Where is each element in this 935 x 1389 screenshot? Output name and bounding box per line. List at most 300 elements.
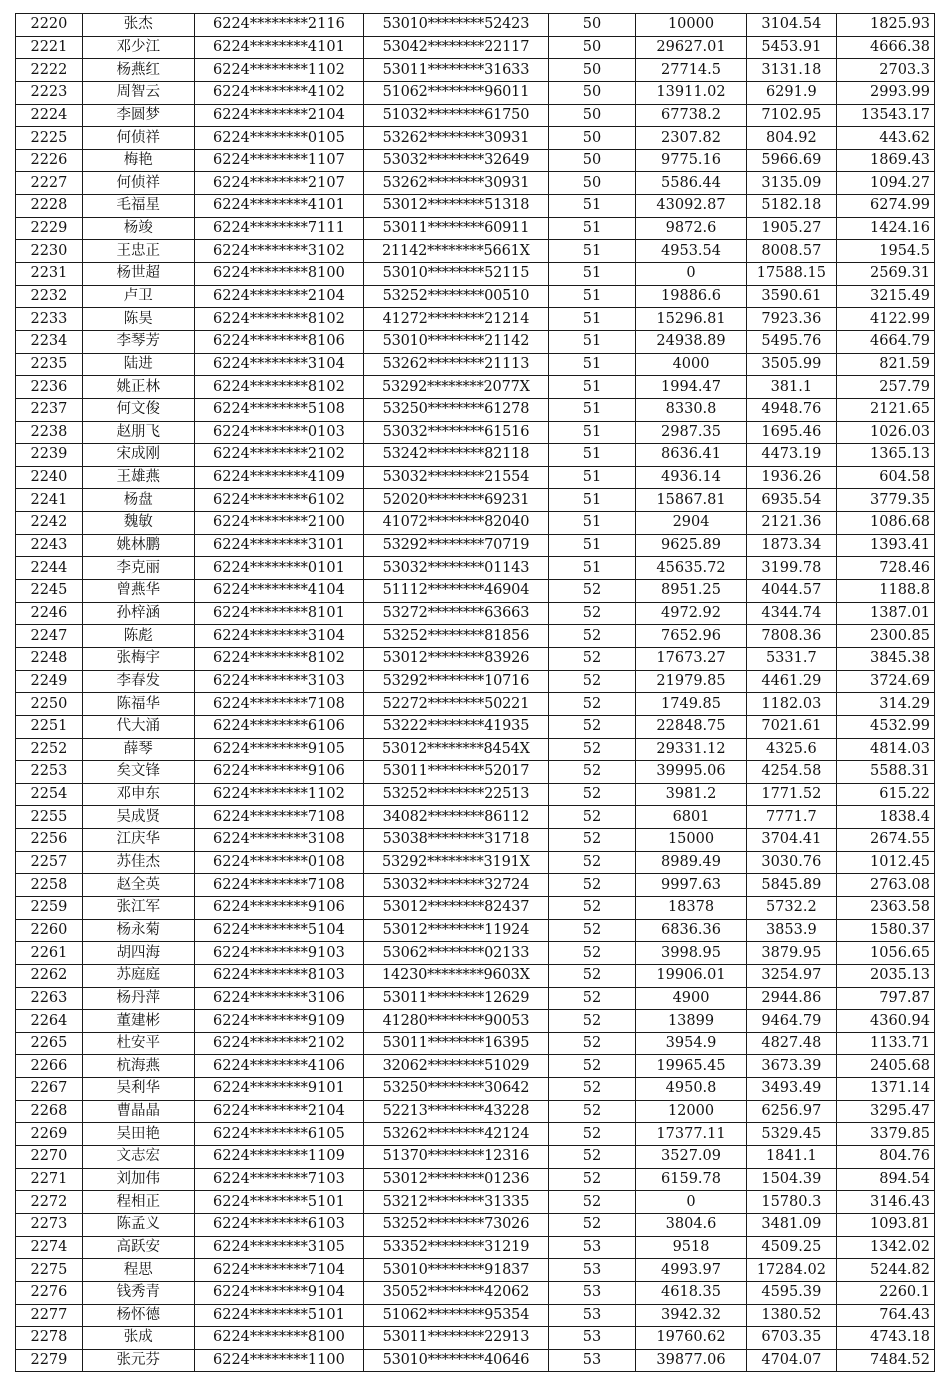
age-cell: 53 [548,1259,636,1282]
bank-card-number-cell: 6224********2104 [194,104,363,127]
table-row [16,1191,935,1214]
person-name-cell: 杨怀德 [82,1304,194,1327]
amount-2-cell: 4254.58 [746,761,836,784]
person-name-cell: 邓少江 [82,36,194,59]
person-name-cell: 卢卫 [82,285,194,308]
amount-3-cell: 1371.14 [837,1078,935,1101]
amount-3-cell: 2763.08 [837,874,935,897]
table-row [16,1032,935,1055]
amount-1-cell: 22848.75 [636,715,746,738]
table-row [16,1349,935,1372]
table-row [16,806,935,829]
amount-1-cell: 4953.54 [636,240,746,263]
id-number-cell: 53010********40646 [364,1349,549,1372]
bank-card-number-cell: 6224********1102 [194,59,363,82]
id-number-cell: 34082********86112 [364,806,549,829]
table-row [16,353,935,376]
person-name-cell: 陈彪 [82,625,194,648]
amount-2-cell: 6291.9 [746,81,836,104]
amount-3-cell: 3379.85 [837,1123,935,1146]
age-cell: 52 [548,1032,636,1055]
amount-2-cell: 3879.95 [746,942,836,965]
table-row [16,172,935,195]
amount-2-cell: 3853.9 [746,919,836,942]
age-cell: 51 [548,263,636,286]
bank-card-number-cell: 6224********4109 [194,466,363,489]
amount-3-cell: 2569.31 [837,263,935,286]
row-number-cell: 2237 [16,398,83,421]
id-number-cell: 53032********21554 [364,466,549,489]
age-cell: 51 [548,421,636,444]
table-row [16,308,935,331]
amount-1-cell: 1749.85 [636,693,746,716]
data-table [15,13,935,1372]
id-number-cell: 53010********21142 [364,330,549,353]
amount-1-cell: 5586.44 [636,172,746,195]
bank-card-number-cell: 6224********3103 [194,670,363,693]
table-row [16,444,935,467]
amount-1-cell: 43092.87 [636,195,746,218]
row-number-cell: 2229 [16,217,83,240]
age-cell: 51 [548,195,636,218]
person-name-cell: 张杰 [82,14,194,37]
age-cell: 52 [548,1191,636,1214]
id-number-cell: 53352********31219 [364,1236,549,1259]
age-cell: 51 [548,217,636,240]
amount-2-cell: 4595.39 [746,1281,836,1304]
person-name-cell: 李克丽 [82,557,194,580]
person-name-cell: 李圆梦 [82,104,194,127]
row-number-cell: 2272 [16,1191,83,1214]
amount-3-cell: 797.87 [837,987,935,1010]
amount-3-cell: 1093.81 [837,1213,935,1236]
amount-3-cell: 7484.52 [837,1349,935,1372]
amount-2-cell: 2944.86 [746,987,836,1010]
row-number-cell: 2275 [16,1259,83,1282]
person-name-cell: 张江军 [82,896,194,919]
age-cell: 52 [548,1078,636,1101]
age-cell: 52 [548,829,636,852]
table-row [16,1213,935,1236]
person-name-cell: 魏敏 [82,512,194,535]
id-number-cell: 14230********9603X [364,964,549,987]
row-number-cell: 2232 [16,285,83,308]
table-row [16,1304,935,1327]
amount-3-cell: 728.46 [837,557,935,580]
id-number-cell: 53032********61516 [364,421,549,444]
amount-1-cell: 10000 [636,14,746,37]
age-cell: 51 [548,512,636,535]
amount-1-cell: 17673.27 [636,647,746,670]
amount-1-cell: 6801 [636,806,746,829]
bank-card-number-cell: 6224********2116 [194,14,363,37]
id-number-cell: 41280********90053 [364,1010,549,1033]
amount-2-cell: 1771.52 [746,783,836,806]
bank-card-number-cell: 6224********8101 [194,602,363,625]
row-number-cell: 2271 [16,1168,83,1191]
amount-3-cell: 1393.41 [837,534,935,557]
person-name-cell: 胡四海 [82,942,194,965]
person-name-cell: 江庆华 [82,829,194,852]
amount-2-cell: 6256.97 [746,1100,836,1123]
person-name-cell: 张梅宇 [82,647,194,670]
amount-3-cell: 1012.45 [837,851,935,874]
table-row [16,398,935,421]
bank-card-number-cell: 6224********5101 [194,1304,363,1327]
table-row [16,1327,935,1350]
table-row [16,602,935,625]
table-row [16,964,935,987]
amount-2-cell: 3135.09 [746,172,836,195]
amount-2-cell: 3131.18 [746,59,836,82]
age-cell: 52 [548,670,636,693]
table-row [16,330,935,353]
amount-1-cell: 15000 [636,829,746,852]
age-cell: 52 [548,647,636,670]
amount-2-cell: 381.1 [746,376,836,399]
amount-1-cell: 19906.01 [636,964,746,987]
bank-card-number-cell: 6224********3105 [194,1236,363,1259]
id-number-cell: 53032********32724 [364,874,549,897]
age-cell: 52 [548,738,636,761]
id-number-cell: 53011********22913 [364,1327,549,1350]
amount-1-cell: 18378 [636,896,746,919]
row-number-cell: 2252 [16,738,83,761]
bank-card-number-cell: 6224********6105 [194,1123,363,1146]
bank-card-number-cell: 6224********9103 [194,942,363,965]
amount-1-cell: 3942.32 [636,1304,746,1327]
amount-2-cell: 1936.26 [746,466,836,489]
age-cell: 53 [548,1281,636,1304]
amount-3-cell: 1825.93 [837,14,935,37]
bank-card-number-cell: 6224********7108 [194,693,363,716]
bank-card-number-cell: 6224********1100 [194,1349,363,1372]
row-number-cell: 2264 [16,1010,83,1033]
amount-1-cell: 0 [636,1191,746,1214]
table-row [16,127,935,150]
person-name-cell: 吴田艳 [82,1123,194,1146]
amount-2-cell: 804.92 [746,127,836,150]
amount-3-cell: 1869.43 [837,149,935,172]
amount-2-cell: 4473.19 [746,444,836,467]
bank-card-number-cell: 6224********2102 [194,444,363,467]
table-row [16,625,935,648]
amount-2-cell: 5732.2 [746,896,836,919]
amount-1-cell: 17377.11 [636,1123,746,1146]
bank-card-number-cell: 6224********8102 [194,647,363,670]
row-number-cell: 2279 [16,1349,83,1372]
bank-card-number-cell: 6224********8102 [194,308,363,331]
amount-2-cell: 1873.34 [746,534,836,557]
bank-card-number-cell: 6224********9105 [194,738,363,761]
amount-2-cell: 3481.09 [746,1213,836,1236]
row-number-cell: 2235 [16,353,83,376]
person-name-cell: 杭海燕 [82,1055,194,1078]
age-cell: 52 [548,761,636,784]
amount-3-cell: 2260.1 [837,1281,935,1304]
table-row [16,421,935,444]
age-cell: 53 [548,1304,636,1327]
bank-card-number-cell: 6224********7108 [194,874,363,897]
age-cell: 52 [548,1146,636,1169]
amount-2-cell: 1504.39 [746,1168,836,1191]
amount-1-cell: 8989.49 [636,851,746,874]
amount-3-cell: 2405.68 [837,1055,935,1078]
age-cell: 51 [548,557,636,580]
row-number-cell: 2241 [16,489,83,512]
person-name-cell: 李琴芳 [82,330,194,353]
amount-2-cell: 4325.6 [746,738,836,761]
amount-1-cell: 45635.72 [636,557,746,580]
amount-2-cell: 6703.35 [746,1327,836,1350]
id-number-cell: 41272********21214 [364,308,549,331]
person-name-cell: 杨永菊 [82,919,194,942]
id-number-cell: 53011********60911 [364,217,549,240]
amount-1-cell: 7652.96 [636,625,746,648]
age-cell: 52 [548,896,636,919]
person-name-cell: 杨燕红 [82,59,194,82]
row-number-cell: 2244 [16,557,83,580]
person-name-cell: 吴成贤 [82,806,194,829]
amount-2-cell: 1380.52 [746,1304,836,1327]
bank-card-number-cell: 6224********3106 [194,987,363,1010]
row-number-cell: 2265 [16,1032,83,1055]
amount-2-cell: 17588.15 [746,263,836,286]
amount-3-cell: 6274.99 [837,195,935,218]
id-number-cell: 51062********96011 [364,81,549,104]
amount-1-cell: 8330.8 [636,398,746,421]
table-row [16,285,935,308]
person-name-cell: 陈福华 [82,693,194,716]
amount-1-cell: 9625.89 [636,534,746,557]
age-cell: 51 [548,308,636,331]
amount-3-cell: 4666.38 [837,36,935,59]
table-row [16,36,935,59]
amount-2-cell: 3493.49 [746,1078,836,1101]
person-name-cell: 吴利华 [82,1078,194,1101]
row-number-cell: 2245 [16,580,83,603]
table-row [16,783,935,806]
id-number-cell: 53250********30642 [364,1078,549,1101]
amount-2-cell: 9464.79 [746,1010,836,1033]
person-name-cell: 杨丹萍 [82,987,194,1010]
table-row [16,1100,935,1123]
amount-2-cell: 2121.36 [746,512,836,535]
bank-card-number-cell: 6224********3108 [194,829,363,852]
id-number-cell: 53292********70719 [364,534,549,557]
table-row [16,829,935,852]
amount-3-cell: 4122.99 [837,308,935,331]
age-cell: 52 [548,1168,636,1191]
row-number-cell: 2277 [16,1304,83,1327]
row-number-cell: 2236 [16,376,83,399]
age-cell: 52 [548,602,636,625]
person-name-cell: 矣文锋 [82,761,194,784]
age-cell: 50 [548,104,636,127]
person-name-cell: 王雄燕 [82,466,194,489]
person-name-cell: 李春发 [82,670,194,693]
person-name-cell: 宋成刚 [82,444,194,467]
amount-1-cell: 9872.6 [636,217,746,240]
id-number-cell: 53292********10716 [364,670,549,693]
row-number-cell: 2262 [16,964,83,987]
id-number-cell: 53242********82118 [364,444,549,467]
amount-3-cell: 1133.71 [837,1032,935,1055]
bank-card-number-cell: 6224********6106 [194,715,363,738]
bank-card-number-cell: 6224********3104 [194,625,363,648]
age-cell: 50 [548,36,636,59]
bank-card-number-cell: 6224********2104 [194,1100,363,1123]
row-number-cell: 2221 [16,36,83,59]
amount-3-cell: 2363.58 [837,896,935,919]
row-number-cell: 2253 [16,761,83,784]
table-row [16,693,935,716]
amount-2-cell: 1841.1 [746,1146,836,1169]
table-row [16,738,935,761]
person-name-cell: 高跃安 [82,1236,194,1259]
bank-card-number-cell: 6224********0108 [194,851,363,874]
row-number-cell: 2254 [16,783,83,806]
person-name-cell: 王忠正 [82,240,194,263]
bank-card-number-cell: 6224********9101 [194,1078,363,1101]
bank-card-number-cell: 6224********3104 [194,353,363,376]
row-number-cell: 2223 [16,81,83,104]
amount-3-cell: 2993.99 [837,81,935,104]
row-number-cell: 2230 [16,240,83,263]
person-name-cell: 张成 [82,1327,194,1350]
table-row [16,670,935,693]
amount-1-cell: 15296.81 [636,308,746,331]
amount-3-cell: 1838.4 [837,806,935,829]
table-row [16,240,935,263]
amount-2-cell: 3704.41 [746,829,836,852]
bank-card-number-cell: 6224********8100 [194,1327,363,1350]
id-number-cell: 53222********41935 [364,715,549,738]
amount-1-cell: 8636.41 [636,444,746,467]
amount-1-cell: 8951.25 [636,580,746,603]
table-row [16,647,935,670]
id-number-cell: 51062********95354 [364,1304,549,1327]
row-number-cell: 2220 [16,14,83,37]
row-number-cell: 2239 [16,444,83,467]
age-cell: 52 [548,693,636,716]
person-name-cell: 董建彬 [82,1010,194,1033]
table-row [16,919,935,942]
amount-2-cell: 7102.95 [746,104,836,127]
id-number-cell: 53011********52017 [364,761,549,784]
id-number-cell: 52213********43228 [364,1100,549,1123]
bank-card-number-cell: 6224********8102 [194,376,363,399]
row-number-cell: 2263 [16,987,83,1010]
amount-1-cell: 4936.14 [636,466,746,489]
amount-2-cell: 17284.02 [746,1259,836,1282]
amount-1-cell: 3998.95 [636,942,746,965]
age-cell: 52 [548,783,636,806]
bank-card-number-cell: 6224********5104 [194,919,363,942]
age-cell: 52 [548,715,636,738]
bank-card-number-cell: 6224********4104 [194,580,363,603]
bank-card-number-cell: 6224********9109 [194,1010,363,1033]
amount-1-cell: 3954.9 [636,1032,746,1055]
amount-3-cell: 2674.55 [837,829,935,852]
id-number-cell: 41072********82040 [364,512,549,535]
age-cell: 52 [548,1010,636,1033]
person-name-cell: 张元芬 [82,1349,194,1372]
person-name-cell: 刘加伟 [82,1168,194,1191]
person-name-cell: 程思 [82,1259,194,1282]
amount-1-cell: 27714.5 [636,59,746,82]
amount-2-cell: 5329.45 [746,1123,836,1146]
amount-1-cell: 4972.92 [636,602,746,625]
amount-3-cell: 2035.13 [837,964,935,987]
id-number-cell: 53252********00510 [364,285,549,308]
amount-1-cell: 29627.01 [636,36,746,59]
age-cell: 51 [548,466,636,489]
bank-card-number-cell: 6224********1107 [194,149,363,172]
amount-3-cell: 1094.27 [837,172,935,195]
amount-2-cell: 3104.54 [746,14,836,37]
bank-card-number-cell: 6224********9106 [194,761,363,784]
id-number-cell: 53012********51318 [364,195,549,218]
age-cell: 51 [548,398,636,421]
table-row [16,987,935,1010]
table-row [16,104,935,127]
person-name-cell: 孙梓涵 [82,602,194,625]
bank-card-number-cell: 6224********7103 [194,1168,363,1191]
amount-3-cell: 5244.82 [837,1259,935,1282]
amount-1-cell: 24938.89 [636,330,746,353]
age-cell: 53 [548,1327,636,1350]
person-name-cell: 杜安平 [82,1032,194,1055]
row-number-cell: 2233 [16,308,83,331]
row-number-cell: 2234 [16,330,83,353]
table-row [16,1168,935,1191]
amount-3-cell: 4743.18 [837,1327,935,1350]
row-number-cell: 2276 [16,1281,83,1304]
amount-3-cell: 3724.69 [837,670,935,693]
row-number-cell: 2269 [16,1123,83,1146]
row-number-cell: 2225 [16,127,83,150]
id-number-cell: 53010********91837 [364,1259,549,1282]
age-cell: 52 [548,1123,636,1146]
bank-card-number-cell: 6224********5101 [194,1191,363,1214]
amount-2-cell: 4344.74 [746,602,836,625]
table-row [16,874,935,897]
table-row [16,59,935,82]
person-name-cell: 姚林鹏 [82,534,194,557]
person-name-cell: 赵全英 [82,874,194,897]
amount-2-cell: 4948.76 [746,398,836,421]
bank-card-number-cell: 6224********0105 [194,127,363,150]
id-number-cell: 53262********30931 [364,172,549,195]
amount-1-cell: 19886.6 [636,285,746,308]
id-number-cell: 53212********31335 [364,1191,549,1214]
person-name-cell: 薛琴 [82,738,194,761]
amount-2-cell: 7771.7 [746,806,836,829]
amount-3-cell: 1056.65 [837,942,935,965]
amount-3-cell: 3215.49 [837,285,935,308]
table-row [16,81,935,104]
amount-1-cell: 2307.82 [636,127,746,150]
table-row [16,14,935,37]
row-number-cell: 2259 [16,896,83,919]
amount-3-cell: 13543.17 [837,104,935,127]
id-number-cell: 53011********31633 [364,59,549,82]
bank-card-number-cell: 6224********2107 [194,172,363,195]
bank-card-number-cell: 6224********5108 [194,398,363,421]
person-name-cell: 杨世超 [82,263,194,286]
amount-3-cell: 804.76 [837,1146,935,1169]
